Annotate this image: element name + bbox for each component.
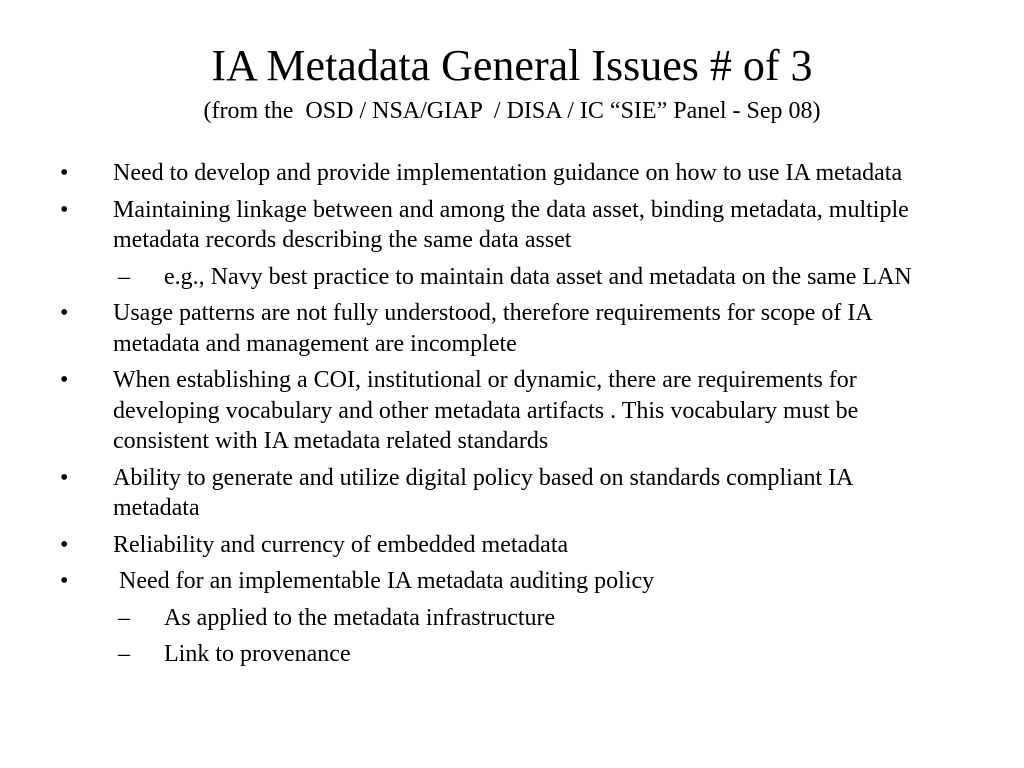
bullet-item bbox=[0, 365, 923, 457]
bullet-marker: • bbox=[60, 196, 69, 223]
bullet-item bbox=[0, 195, 923, 256]
bullet-marker: • bbox=[60, 464, 69, 491]
bullet-item bbox=[0, 566, 923, 597]
sub-bullet-text: Link to provenance bbox=[164, 641, 351, 667]
bullet-text: Ability to generate and utilize digital policy based on standards compliant IA metadata bbox=[113, 464, 859, 521]
bullet-text: Usage patterns are not fully understood, therefore requirements for scope of IA metadata and management are incomplete bbox=[113, 300, 878, 357]
bullet-text: Need to develop and provide implementation guidance on how to use IA metadata bbox=[113, 160, 903, 186]
slide-title: IA Metadata General Issues # of 3 bbox=[211, 41, 813, 90]
bullet-marker: • bbox=[60, 160, 69, 186]
sub-bullet-item bbox=[0, 603, 934, 634]
dash-marker: – bbox=[118, 641, 130, 667]
bullet-text: Maintaining linkage between and among the data asset, binding metadata, multiple metadata records describing the same data asset bbox=[113, 196, 915, 253]
bullet-item bbox=[0, 530, 923, 561]
sub-bullet-text: As applied to the metadata infrastructure bbox=[164, 604, 556, 631]
bullet-marker: • bbox=[60, 300, 69, 326]
bullet-marker: • bbox=[60, 568, 69, 594]
bullet-item bbox=[0, 463, 923, 524]
bullet-list bbox=[0, 158, 1024, 676]
bullet-marker: • bbox=[60, 367, 69, 393]
dash-marker: – bbox=[118, 604, 130, 631]
bullet-item bbox=[0, 158, 923, 189]
bullet-text: Need for an implementable IA metadata auditing policy bbox=[113, 568, 655, 594]
bullet-item bbox=[0, 298, 923, 359]
sub-bullet-item bbox=[0, 639, 934, 670]
dash-marker: – bbox=[118, 263, 130, 290]
sub-bullet-item bbox=[0, 262, 934, 293]
bullet-marker: • bbox=[60, 531, 69, 558]
bullet-text: Reliability and currency of embedded metadata bbox=[113, 531, 569, 558]
bullet-text: When establishing a COI, institutional or dynamic, there are requirements for developing vocabulary and other metadata artifacts . This vocabulary must be consistent with IA metadata related standards bbox=[113, 367, 865, 454]
sub-bullet-text: e.g., Navy best practice to maintain data asset and metadata on the same LAN bbox=[164, 263, 912, 290]
slide-subtitle: (from the OSD / NSA/GIAP / DISA / IC “SIE” Panel - Sep 08) bbox=[203, 98, 821, 124]
